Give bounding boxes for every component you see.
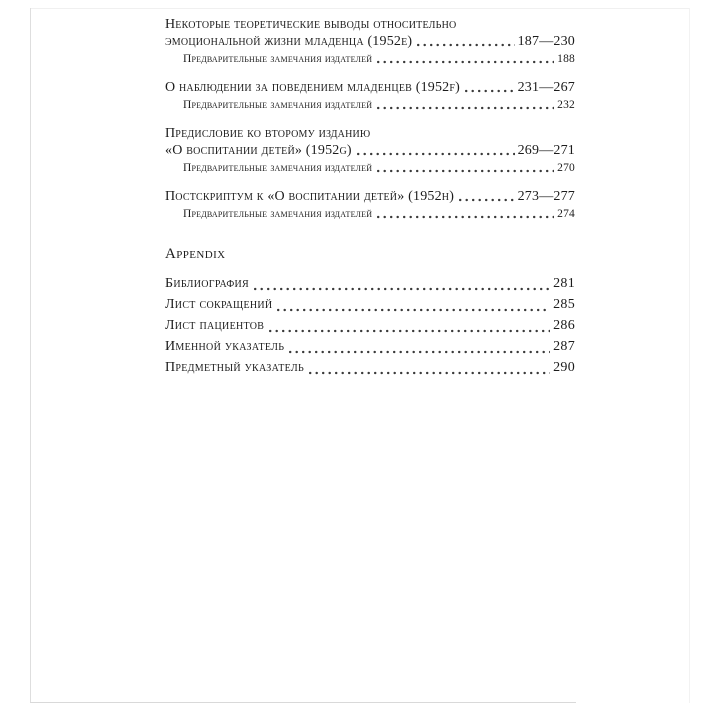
- appendix-item-page: 285: [553, 297, 575, 312]
- toc-subentry-line: [165, 207, 575, 222]
- toc-entry-title: «О воспитании детей» (1952g): [165, 143, 352, 158]
- page-edge-bottom: [30, 702, 576, 703]
- dotted-leader: [377, 169, 554, 173]
- dotted-leader: [459, 198, 515, 202]
- toc-entry-title: О наблюдении за поведением младенцев (1952f): [165, 80, 461, 95]
- appendix-item-title: Именной указатель: [165, 339, 285, 354]
- appendix-item: [165, 336, 575, 357]
- appendix-item-title: Предметный указатель: [165, 360, 305, 375]
- toc-page-range: 273—277: [517, 189, 575, 204]
- table-of-contents: [165, 16, 575, 378]
- toc-subentry-title: Предварительные замечания издателей: [183, 53, 373, 65]
- dotted-leader: [309, 371, 550, 375]
- dotted-leader: [377, 60, 554, 64]
- toc-entry-title: Предисловие ко второму изданию: [165, 126, 371, 141]
- appendix-item-title: Лист сокращений: [165, 297, 273, 312]
- toc-subentry-title: Предварительные замечания издателей: [183, 162, 373, 174]
- toc-entry: [165, 16, 575, 67]
- appendix-section: [165, 244, 575, 378]
- toc-subentry-page: 232: [557, 99, 575, 111]
- dotted-leader: [277, 308, 550, 312]
- page-edge-top: [30, 8, 690, 9]
- appendix-item: [165, 315, 575, 336]
- appendix-heading: Appendix: [165, 246, 226, 262]
- toc-subentry-line: [165, 98, 575, 113]
- toc-page-range: 269—271: [517, 143, 575, 158]
- appendix-item: [165, 294, 575, 315]
- toc-entry: [165, 125, 575, 176]
- appendix-item-title: Библиография: [165, 276, 250, 291]
- appendix-item-page: 286: [553, 318, 575, 333]
- toc-subentry-page: 270: [557, 162, 575, 174]
- toc-entry-title-line: [165, 188, 575, 205]
- toc-entry-title-line: [165, 79, 575, 96]
- appendix-item: [165, 357, 575, 378]
- toc-entry-title-line: [165, 33, 575, 50]
- toc-entry-title: Некоторые теоретические выводы относительно: [165, 17, 457, 32]
- page-edge-right: [689, 8, 690, 703]
- dotted-leader: [377, 106, 554, 110]
- dotted-leader: [289, 350, 550, 354]
- appendix-item: [165, 273, 575, 294]
- dotted-leader: [417, 43, 514, 47]
- dotted-leader: [269, 329, 550, 333]
- toc-entry: [165, 79, 575, 113]
- toc-subentry-title: Предварительные замечания издателей: [183, 99, 373, 111]
- toc-entry-title-line: [165, 142, 575, 159]
- toc-subentry-title: Предварительные замечания издателей: [183, 208, 373, 220]
- dotted-leader: [357, 152, 515, 156]
- dotted-leader: [465, 89, 515, 93]
- dotted-leader: [377, 215, 554, 219]
- toc-page-range: 231—267: [517, 80, 575, 95]
- toc-entry-title: Постскриптум к «О воспитании детей» (1952h): [165, 189, 455, 204]
- toc-entry: [165, 188, 575, 222]
- toc-subentry-page: 188: [557, 53, 575, 65]
- toc-page-range: 187—230: [517, 34, 575, 49]
- page-edge-left: [30, 8, 31, 703]
- appendix-item-page: 290: [553, 360, 575, 375]
- toc-subentry-line: [165, 161, 575, 176]
- appendix-item-page: 281: [553, 276, 575, 291]
- toc-subentry-page: 274: [557, 208, 575, 220]
- toc-subentry-line: [165, 52, 575, 67]
- dotted-leader: [254, 287, 550, 291]
- appendix-item-page: 287: [553, 339, 575, 354]
- toc-entry-title-line: [165, 125, 575, 142]
- toc-entry-title-line: [165, 16, 575, 33]
- toc-entry-title: эмоциональной жизни младенца (1952e): [165, 34, 413, 49]
- appendix-item-title: Лист пациентов: [165, 318, 265, 333]
